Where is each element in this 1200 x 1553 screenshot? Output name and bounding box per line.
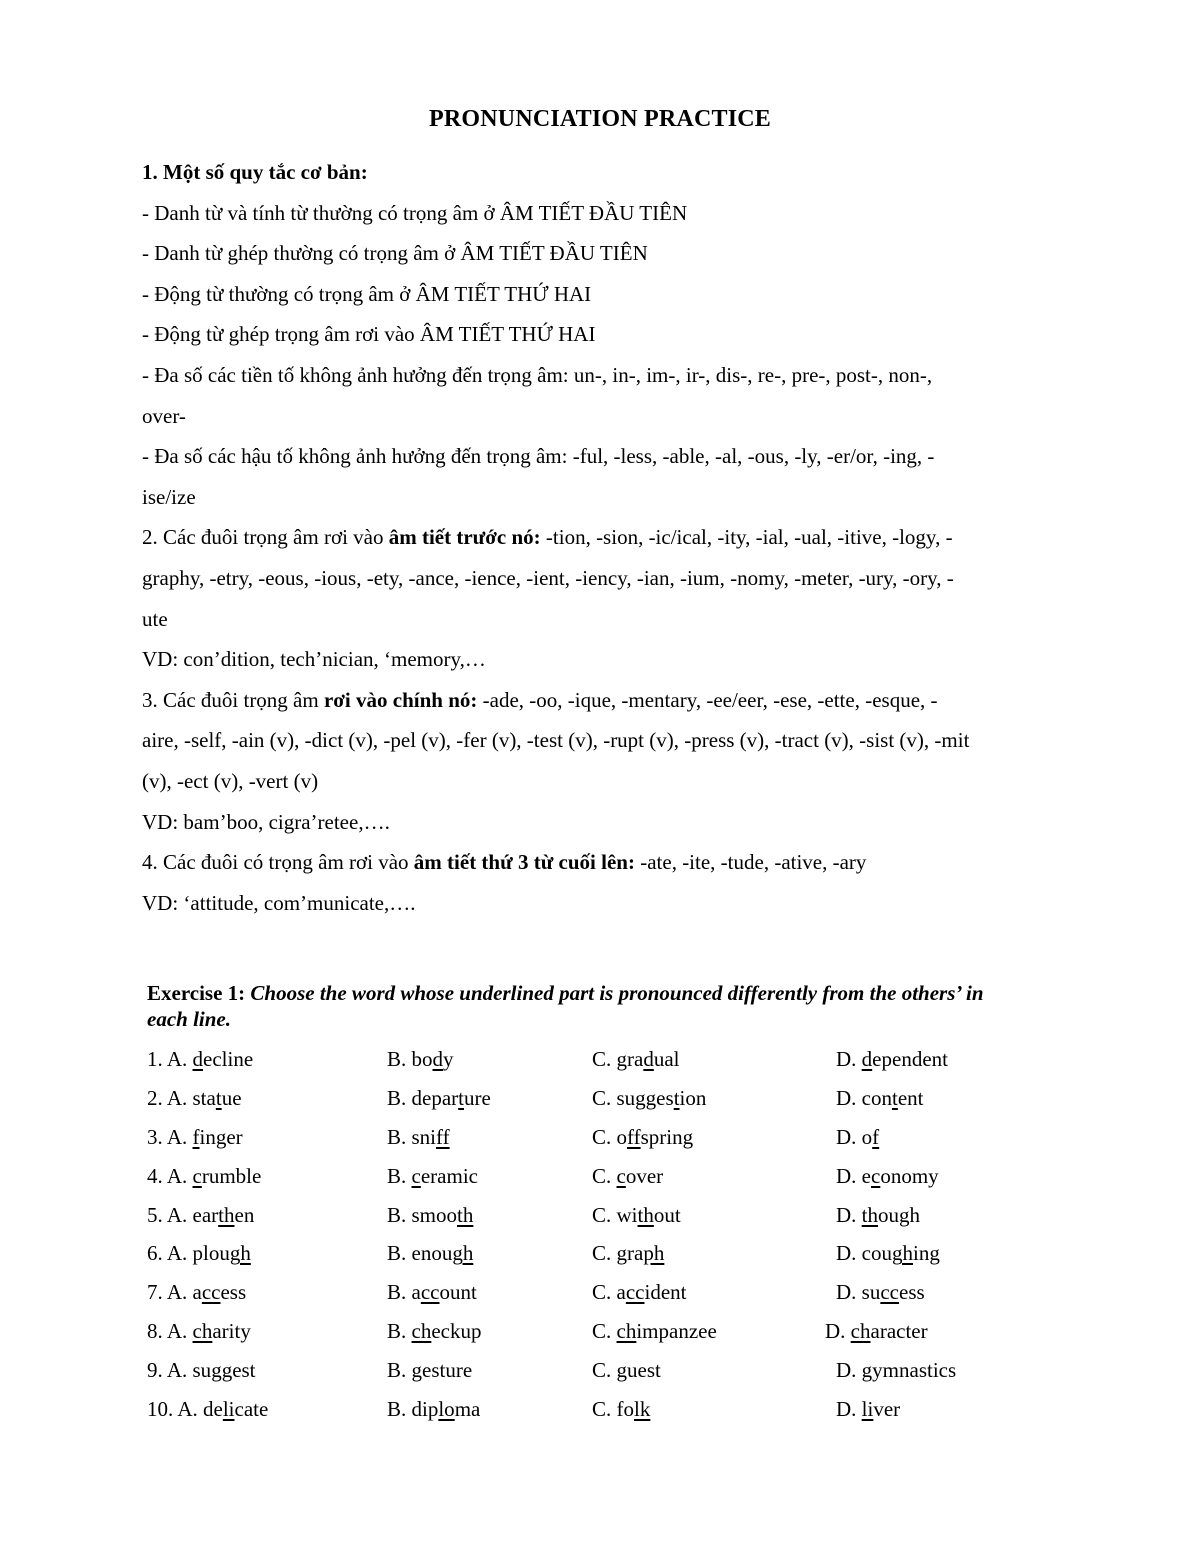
- rule-line: 2. Các đuôi trọng âm rơi vào âm tiết trước nó: -tion, -sion, -ic/ical, -ity, -ial, -ual, -itive, -logy, -: [142, 525, 953, 550]
- underlined-part: f: [872, 1124, 880, 1149]
- underlined-part: c: [192, 1163, 202, 1188]
- option-text: ependent: [872, 1047, 948, 1071]
- option-text: B. depar: [387, 1085, 459, 1110]
- exercise-row: [147, 1040, 1047, 1079]
- option-b: [387, 1351, 472, 1390]
- option-text: 3. A.: [147, 1124, 193, 1149]
- exercise-row: [147, 1390, 1047, 1429]
- option-text: cate: [234, 1397, 269, 1422]
- option-c: [592, 1312, 717, 1351]
- underlined-part: gh: [892, 1241, 913, 1266]
- option-text: C.: [592, 1163, 617, 1188]
- option-text: ymnastics: [872, 1358, 957, 1383]
- rule-line: graphy, -etry, -eous, -ious, -ety, -ance, -ience, -ient, -iency, -ian, -ium, -nomy, -meter, -ury, -ory, -: [142, 565, 954, 590]
- option-text: ion: [679, 1085, 707, 1110]
- option-text: D.: [836, 1047, 862, 1071]
- option-text: spring: [640, 1124, 694, 1149]
- rule-line: - Động từ ghép trọng âm rơi vào ÂM TIẾT THỨ HAI: [142, 322, 596, 347]
- option-text: en: [234, 1202, 255, 1227]
- option-text: ure: [464, 1085, 491, 1110]
- underlined-part: c: [411, 1163, 421, 1188]
- option-text: D.: [836, 1202, 862, 1227]
- option-a: [147, 1040, 253, 1079]
- underlined-part: f: [192, 1124, 200, 1149]
- option-text: eckup: [431, 1319, 482, 1344]
- option-text: D.: [836, 1397, 862, 1422]
- underlined-part: ch: [411, 1319, 432, 1344]
- underlined-part: d: [192, 1047, 204, 1071]
- option-text: esture: [422, 1358, 473, 1383]
- option-c: [592, 1351, 661, 1390]
- underlined-part: c: [616, 1163, 626, 1188]
- option-text: 8. A.: [147, 1319, 193, 1344]
- underlined-part: t: [673, 1085, 680, 1110]
- option-text: 5. A. ear: [147, 1202, 219, 1227]
- option-b: [387, 1157, 478, 1196]
- option-text: D.: [825, 1319, 851, 1344]
- option-text: ecline: [203, 1047, 254, 1071]
- option-text: B. smoo: [387, 1202, 458, 1227]
- option-a: [147, 1312, 251, 1351]
- exercise-row: [147, 1273, 1047, 1312]
- option-text: ent: [897, 1085, 924, 1110]
- exercise-row: [147, 1079, 1047, 1118]
- underlined-part: cc: [201, 1280, 221, 1305]
- option-a: [147, 1273, 246, 1312]
- rule-line: - Động từ thường có trọng âm ở ÂM TIẾT THỨ HAI: [142, 281, 592, 306]
- rule-line: 3. Các đuôi trọng âm rơi vào chính nó: -ade, -oo, -ique, -mentary, -ee/eer, -ese, -ette, -esque, -: [142, 687, 938, 712]
- option-c: [592, 1079, 706, 1118]
- option-text: impanzee: [636, 1319, 717, 1344]
- option-text: aracter: [870, 1319, 928, 1344]
- option-c: [592, 1118, 693, 1157]
- underlined-part: th: [218, 1202, 235, 1227]
- page-title: PRONUNCIATION PRACTICE: [429, 106, 771, 132]
- option-text: D.: [836, 1358, 862, 1383]
- underlined-part: c: [871, 1163, 881, 1188]
- option-text: C. sugges: [592, 1085, 674, 1110]
- option-b: [387, 1273, 477, 1312]
- option-text: C. gra: [592, 1047, 644, 1071]
- option-text: uest: [627, 1358, 661, 1383]
- option-text: ough: [878, 1202, 921, 1227]
- option-text: over: [625, 1163, 664, 1188]
- underlined-part: ch: [192, 1319, 213, 1344]
- option-text: onomy: [880, 1163, 939, 1188]
- rule-line: ute: [142, 606, 168, 631]
- option-text: out: [653, 1202, 681, 1227]
- option-text: C.: [592, 1319, 617, 1344]
- option-text: inger: [199, 1124, 243, 1149]
- option-c: [592, 1273, 686, 1312]
- option-d: [836, 1079, 924, 1118]
- option-a: [147, 1234, 251, 1273]
- option-text: 4. A.: [147, 1163, 193, 1188]
- option-text: ver: [873, 1397, 901, 1422]
- underlined-part: ch: [850, 1319, 871, 1344]
- underlined-part: g: [411, 1358, 423, 1383]
- rule-line: aire, -self, -ain (v), -dict (v), -pel (v), -fer (v), -test (v), -rupt (v), -press (v), -tract (v), -sist (v), -mit: [142, 728, 970, 753]
- exercise-heading: Exercise 1: Choose the word whose underlined part is pronounced differently from the others’ in each line.: [147, 981, 984, 1031]
- option-text: D. con: [836, 1085, 892, 1110]
- option-text: C. wi: [592, 1202, 638, 1227]
- option-text: B. sni: [387, 1124, 437, 1149]
- option-text: D. cou: [836, 1241, 892, 1266]
- example-line: VD: con’dition, tech’nician, ‘memory,…: [142, 647, 486, 672]
- underlined-part: gh: [452, 1241, 474, 1266]
- option-text: D. o: [836, 1124, 873, 1149]
- option-text: ess: [220, 1280, 247, 1305]
- option-text: D. su: [836, 1280, 881, 1305]
- option-text: ount: [439, 1280, 477, 1305]
- underlined-part: ff: [627, 1124, 641, 1149]
- option-a: [147, 1351, 256, 1390]
- underlined-part: ch: [616, 1319, 637, 1344]
- option-text: ual: [653, 1047, 680, 1071]
- option-text: B.: [387, 1163, 412, 1188]
- option-text: C. fo: [592, 1397, 634, 1422]
- option-c: [592, 1040, 679, 1079]
- option-text: ue: [221, 1085, 242, 1110]
- option-b: [387, 1079, 491, 1118]
- underlined-part: d: [432, 1047, 444, 1071]
- underlined-part: cc: [420, 1280, 440, 1305]
- option-d: [836, 1351, 956, 1390]
- exercise-row: [147, 1351, 1047, 1390]
- exercise-row: [147, 1157, 1047, 1196]
- rule-line: 4. Các đuôi có trọng âm rơi vào âm tiết thứ 3 từ cuối lên: -ate, -ite, -tude, -ative, -ary: [142, 850, 867, 875]
- option-c: [592, 1390, 650, 1429]
- option-text: ma: [454, 1397, 481, 1422]
- rules-heading: 1. Một số quy tắc cơ bản:: [142, 160, 368, 184]
- option-text: C. gra: [592, 1241, 644, 1266]
- option-d: [836, 1196, 920, 1235]
- rules-section: [142, 152, 1072, 923]
- rule-line: ise/ize: [142, 484, 196, 509]
- underlined-part: cc: [880, 1280, 899, 1305]
- option-text: 10. A. de: [147, 1397, 223, 1422]
- option-text: B. enou: [387, 1241, 453, 1266]
- underlined-part: gh: [229, 1241, 251, 1266]
- option-text: 9. A. su: [147, 1358, 212, 1383]
- underlined-part: ff: [436, 1124, 450, 1149]
- option-d: [836, 1273, 925, 1312]
- option-text: y: [443, 1047, 454, 1071]
- option-text: 2. A. sta: [147, 1085, 216, 1110]
- underlined-part: th: [637, 1202, 654, 1227]
- option-b: [387, 1118, 450, 1157]
- option-text: D. e: [836, 1163, 871, 1188]
- underlined-part: th: [861, 1202, 879, 1227]
- option-d: [836, 1390, 900, 1429]
- rule-line: - Danh từ và tính từ thường có trọng âm ở ÂM TIẾT ĐẦU TIÊN: [142, 200, 688, 225]
- option-b: [387, 1390, 480, 1429]
- option-text: C. o: [592, 1124, 628, 1149]
- rule-line: - Đa số các tiền tố không ảnh hưởng đến trọng âm: un-, in-, im-, ir-, dis-, re-, pre-, post-, non-,: [142, 362, 933, 387]
- rule-line: over-: [142, 403, 186, 428]
- option-text: B.: [387, 1358, 412, 1383]
- underlined-part: li: [861, 1397, 874, 1422]
- underlined-part: li: [222, 1397, 235, 1422]
- exercise-row: [147, 1234, 1047, 1273]
- option-text: B.: [387, 1319, 412, 1344]
- option-text: rumble: [201, 1163, 262, 1188]
- underlined-part: g: [861, 1358, 873, 1383]
- example-line: VD: bam’boo, cigra’retee,….: [142, 809, 390, 834]
- option-b: [387, 1234, 473, 1273]
- option-a: [147, 1079, 242, 1118]
- option-text: ing: [913, 1241, 940, 1266]
- option-c: [592, 1196, 681, 1235]
- option-text: 6. A. plou: [147, 1241, 230, 1266]
- option-text: 1. A.: [147, 1047, 193, 1071]
- exercise-table: [147, 1040, 1047, 1429]
- exercise-row: [147, 1312, 1047, 1351]
- exercise-row: [147, 1196, 1047, 1235]
- option-text: 7. A. a: [147, 1280, 202, 1305]
- underlined-part: d: [643, 1047, 654, 1071]
- option-text: arity: [212, 1319, 251, 1344]
- underlined-part: cc: [625, 1280, 645, 1305]
- option-text: eramic: [420, 1163, 478, 1188]
- option-a: [147, 1390, 268, 1429]
- exercise-row: [147, 1118, 1047, 1157]
- option-d: [836, 1234, 940, 1273]
- option-text: C.: [592, 1358, 617, 1383]
- option-b: [387, 1312, 482, 1351]
- option-b: [387, 1040, 454, 1079]
- underlined-part: t: [892, 1085, 898, 1110]
- underlined-part: t: [458, 1085, 464, 1110]
- option-d: [836, 1157, 939, 1196]
- option-c: [592, 1157, 663, 1196]
- underlined-part: ph: [643, 1241, 665, 1266]
- option-text: ess: [899, 1280, 925, 1305]
- underlined-part: th: [457, 1202, 474, 1227]
- example-line: VD: ‘attitude, com’municate,….: [142, 890, 416, 915]
- rule-line: - Đa số các hậu tố không ảnh hưởng đến trọng âm: -ful, -less, -able, -al, -ous, -ly, -er/or, -ing, -: [142, 444, 935, 469]
- option-text: est: [232, 1358, 256, 1383]
- option-a: [147, 1118, 243, 1157]
- option-a: [147, 1196, 254, 1235]
- option-text: C. a: [592, 1280, 626, 1305]
- underlined-part: t: [215, 1085, 222, 1110]
- option-b: [387, 1196, 473, 1235]
- option-text: ident: [644, 1280, 687, 1305]
- option-d: [825, 1312, 928, 1351]
- option-text: B. bo: [387, 1047, 433, 1071]
- option-text: B. a: [387, 1280, 421, 1305]
- option-d: [836, 1040, 948, 1079]
- option-a: [147, 1157, 261, 1196]
- rule-line: (v), -ect (v), -vert (v): [142, 768, 319, 793]
- rule-line: - Danh từ ghép thường có trọng âm ở ÂM TIẾT ĐẦU TIÊN: [142, 241, 648, 266]
- underlined-part: lk: [634, 1397, 651, 1422]
- option-c: [592, 1234, 664, 1273]
- option-text: B. dip: [387, 1397, 439, 1422]
- underlined-part: gg: [211, 1358, 233, 1383]
- underlined-part: d: [861, 1047, 873, 1071]
- underlined-part: lo: [438, 1397, 455, 1422]
- underlined-part: g: [616, 1358, 628, 1383]
- option-d: [836, 1118, 879, 1157]
